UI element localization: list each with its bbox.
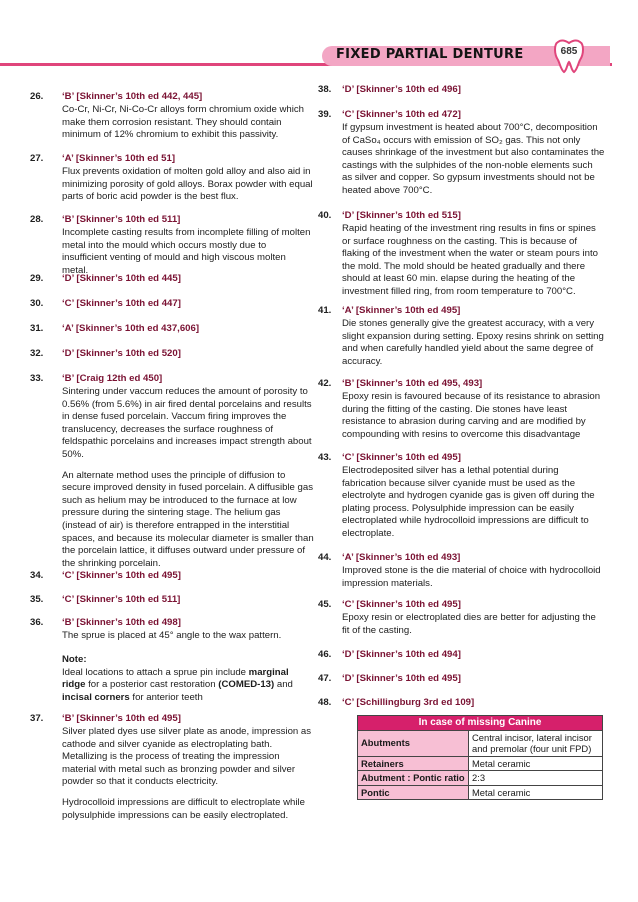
answer-reference: ‘C’ [Skinner’s 10th ed 472] bbox=[342, 109, 461, 120]
table-row bbox=[358, 756, 603, 771]
answer-reference: ‘C’ [Skinner’s 10th ed 511] bbox=[62, 594, 181, 605]
question-number: 35. bbox=[30, 594, 44, 605]
table-row bbox=[358, 730, 603, 756]
question-number: 41. bbox=[318, 305, 332, 316]
question-number: 36. bbox=[30, 617, 44, 628]
missing-canine-table bbox=[357, 715, 603, 800]
answer-reference: ‘D’ [Skinner’s 10th ed 520] bbox=[62, 348, 181, 359]
question-number: 38. bbox=[318, 84, 332, 95]
answer-reference: ‘B’ [Skinner’s 10th ed 511] bbox=[62, 214, 181, 225]
answer-explanation: Incomplete casting results from incomplete filling of molten metal into the mould which occurs mostly due to insufficient venting of mould and high viscous molten metal. bbox=[62, 227, 311, 276]
answer-explanation: Sintering under vaccum reduces the amount of porosity to 0.56% (from 5.6%) in air fired dental porcelains and results in dense fused porcelain. Vaccum firing improves the translucency, decreases the surface roughness of feldspathic porcelains and increases impact strength about 50%. bbox=[62, 386, 312, 460]
answer-explanation: Hydrocolloid impressions are difficult to electroplate while polysulphide impressions can be easily electroplated. bbox=[62, 796, 305, 821]
answer-reference: ‘D’ [Skinner’s 10th ed 494] bbox=[342, 649, 461, 660]
answer-explanation: Electrodeposited silver has a lethal potential during fabrication because silver cyanide must be used as the electrolyte and hydrogen cyanide gas is given off during the plating process. Polysulphide impression can be easily electroplated while hydrocolloid impressions are difficult to electroplate. bbox=[342, 465, 595, 539]
question-number: 27. bbox=[30, 153, 44, 164]
question-number: 48. bbox=[318, 697, 332, 708]
table-row bbox=[358, 771, 603, 786]
answer-explanation: Rapid heating of the investment ring results in fins or spines or surface roughness on the casting. This is because of flaking of the investment when the water or steam pours into the mold. The mold should be heated gradually and there should at least 60 min. elapse during the heating of the investment filled ring, from room temperature to 700°C. bbox=[342, 223, 598, 297]
answer-reference: ‘D’ [Skinner’s 10th ed 496] bbox=[342, 84, 461, 95]
answer-reference: ‘C’ [Skinner’s 10th ed 495] bbox=[342, 599, 461, 610]
answer-reference: ‘B’ [Skinner’s 10th ed 498] bbox=[62, 617, 181, 628]
answer-explanation: An alternate method uses the principle of diffusion to secure improved density in fused porcelain. A diffusible gas such as helium may be introduced to the furnace at low pressure during the sintering stage. The helium gas (instead of air) is therefore entrapped in the interstitial spaces, and because its molecular diameter is smaller than the porcelain lattice, it diffuses outward under pressure of the shrinking porcelain. bbox=[62, 469, 314, 569]
answer-reference: ‘D’ [Skinner’s 10th ed 495] bbox=[342, 673, 461, 684]
row-value: Central incisor, lateral incisor and premolar (four unit FPD) bbox=[469, 730, 603, 756]
question-number: 46. bbox=[318, 649, 332, 660]
chapter-title: FIXED PARTIAL DENTURE bbox=[336, 47, 524, 62]
answer-reference: ‘D’ [Skinner’s 10th ed 445] bbox=[62, 273, 181, 284]
answer-reference: ‘C’ [Schillingburg 3rd ed 109] bbox=[342, 697, 475, 708]
answer-reference: ‘D’ [Skinner’s 10th ed 515] bbox=[342, 210, 461, 221]
answer-explanation: Co-Cr, Ni-Cr, Ni-Co-Cr alloys form chromium oxide which make them corrosion resistant. They should contain minimum of 12% chromium to exhibit this passivity. bbox=[62, 104, 305, 141]
answer-reference: ‘C’ [Skinner’s 10th ed 495] bbox=[342, 452, 461, 463]
question-number: 26. bbox=[30, 91, 44, 102]
question-number: 37. bbox=[30, 713, 44, 724]
row-label: Retainers bbox=[358, 756, 469, 771]
answer-explanation: Flux prevents oxidation of molten gold alloy and also aid in minimizing porosity of gold alloys. Borax powder with equal parts of boric acid powder is the best flux. bbox=[62, 166, 313, 203]
answer-reference: ‘A’ [Skinner’s 10th ed 437,606] bbox=[62, 323, 200, 334]
note-text: Ideal locations to attach a sprue pin include marginal ridge for a posterior cast restoration (COMED-13) and incisal corners for anterior teeth bbox=[62, 666, 293, 703]
question-number: 44. bbox=[318, 552, 332, 563]
question-number: 33. bbox=[30, 373, 44, 384]
question-number: 31. bbox=[30, 323, 44, 334]
answer-reference: ‘A’ [Skinner’s 10th ed 51] bbox=[62, 153, 176, 164]
page-header bbox=[0, 46, 638, 66]
answer-reference: ‘A’ [Skinner’s 10th ed 493] bbox=[342, 552, 461, 563]
row-label: Abutments bbox=[358, 730, 469, 756]
answer-explanation: Silver plated dyes use silver plate as anode, impression as cathode and silver cyanide as electroplating bath. Metallizing is the process of treating the impression material with metal such as bronzing powder and silver powder so that it conducts electricity. bbox=[62, 726, 312, 788]
answer-explanation: The sprue is placed at 45° angle to the wax pattern. bbox=[62, 630, 282, 641]
answer-explanation: Die stones generally give the greatest accuracy, with a very slight expansion during setting. Epoxy resins shrink on setting and when carefully handled yield about the same degree of accuracy. bbox=[342, 318, 604, 367]
row-label: Abutment : Pontic ratio bbox=[358, 771, 469, 786]
question-number: 45. bbox=[318, 599, 332, 610]
question-number: 43. bbox=[318, 452, 332, 463]
note-label: Note: bbox=[62, 654, 87, 665]
answer-reference: ‘B’ [Skinner’s 10th ed 495] bbox=[62, 713, 181, 724]
question-number: 34. bbox=[30, 570, 44, 581]
row-value: Metal ceramic bbox=[469, 756, 603, 771]
question-number: 47. bbox=[318, 673, 332, 684]
answer-explanation: Epoxy resin is favoured because of its resistance to abrasion during the fitting of the casting. Die stones have least resistance to abrasion during carving and are modified by compounding with resins to overcome this disadvantage bbox=[342, 391, 601, 440]
answer-reference: ‘C’ [Skinner’s 10th ed 447] bbox=[62, 298, 181, 309]
page-number: 685 bbox=[560, 46, 578, 57]
answer-reference: ‘C’ [Skinner’s 10th ed 495] bbox=[62, 570, 181, 581]
answer-reference: ‘B’ [Skinner’s 10th ed 495, 493] bbox=[342, 378, 483, 389]
question-number: 29. bbox=[30, 273, 44, 284]
answer-explanation: Improved stone is the die material of choice with hydrocolloid impression materials. bbox=[342, 565, 601, 589]
row-value: 2:3 bbox=[469, 771, 603, 786]
answer-reference: ‘B’ [Skinner’s 10th ed 442, 445] bbox=[62, 91, 203, 102]
answer-reference: ‘B’ [Craig 12th ed 450] bbox=[62, 373, 163, 384]
question-number: 28. bbox=[30, 214, 44, 225]
question-number: 42. bbox=[318, 378, 332, 389]
table-row bbox=[358, 785, 603, 800]
table-caption: In case of missing Canine bbox=[358, 716, 603, 731]
answer-reference: ‘A’ [Skinner’s 10th ed 495] bbox=[342, 305, 461, 316]
question-number: 40. bbox=[318, 210, 332, 221]
row-label: Pontic bbox=[358, 785, 469, 800]
answer-explanation: If gypsum investment is heated about 700°C, decomposition of CaSo₄ occurs with emission of SO₂ gas. This not only causes shrinkage of the investment but also contaminates the castings with the sulphides of the non-noble elements such as silver and copper. So gypsum investments should not be heated above 700°C. bbox=[342, 122, 605, 196]
question-number: 30. bbox=[30, 298, 44, 309]
answer-explanation: Epoxy resin or electroplated dies are better for adjusting the fit of the casting. bbox=[342, 612, 596, 636]
row-value: Metal ceramic bbox=[469, 785, 603, 800]
question-number: 32. bbox=[30, 348, 44, 359]
question-number: 39. bbox=[318, 109, 332, 120]
